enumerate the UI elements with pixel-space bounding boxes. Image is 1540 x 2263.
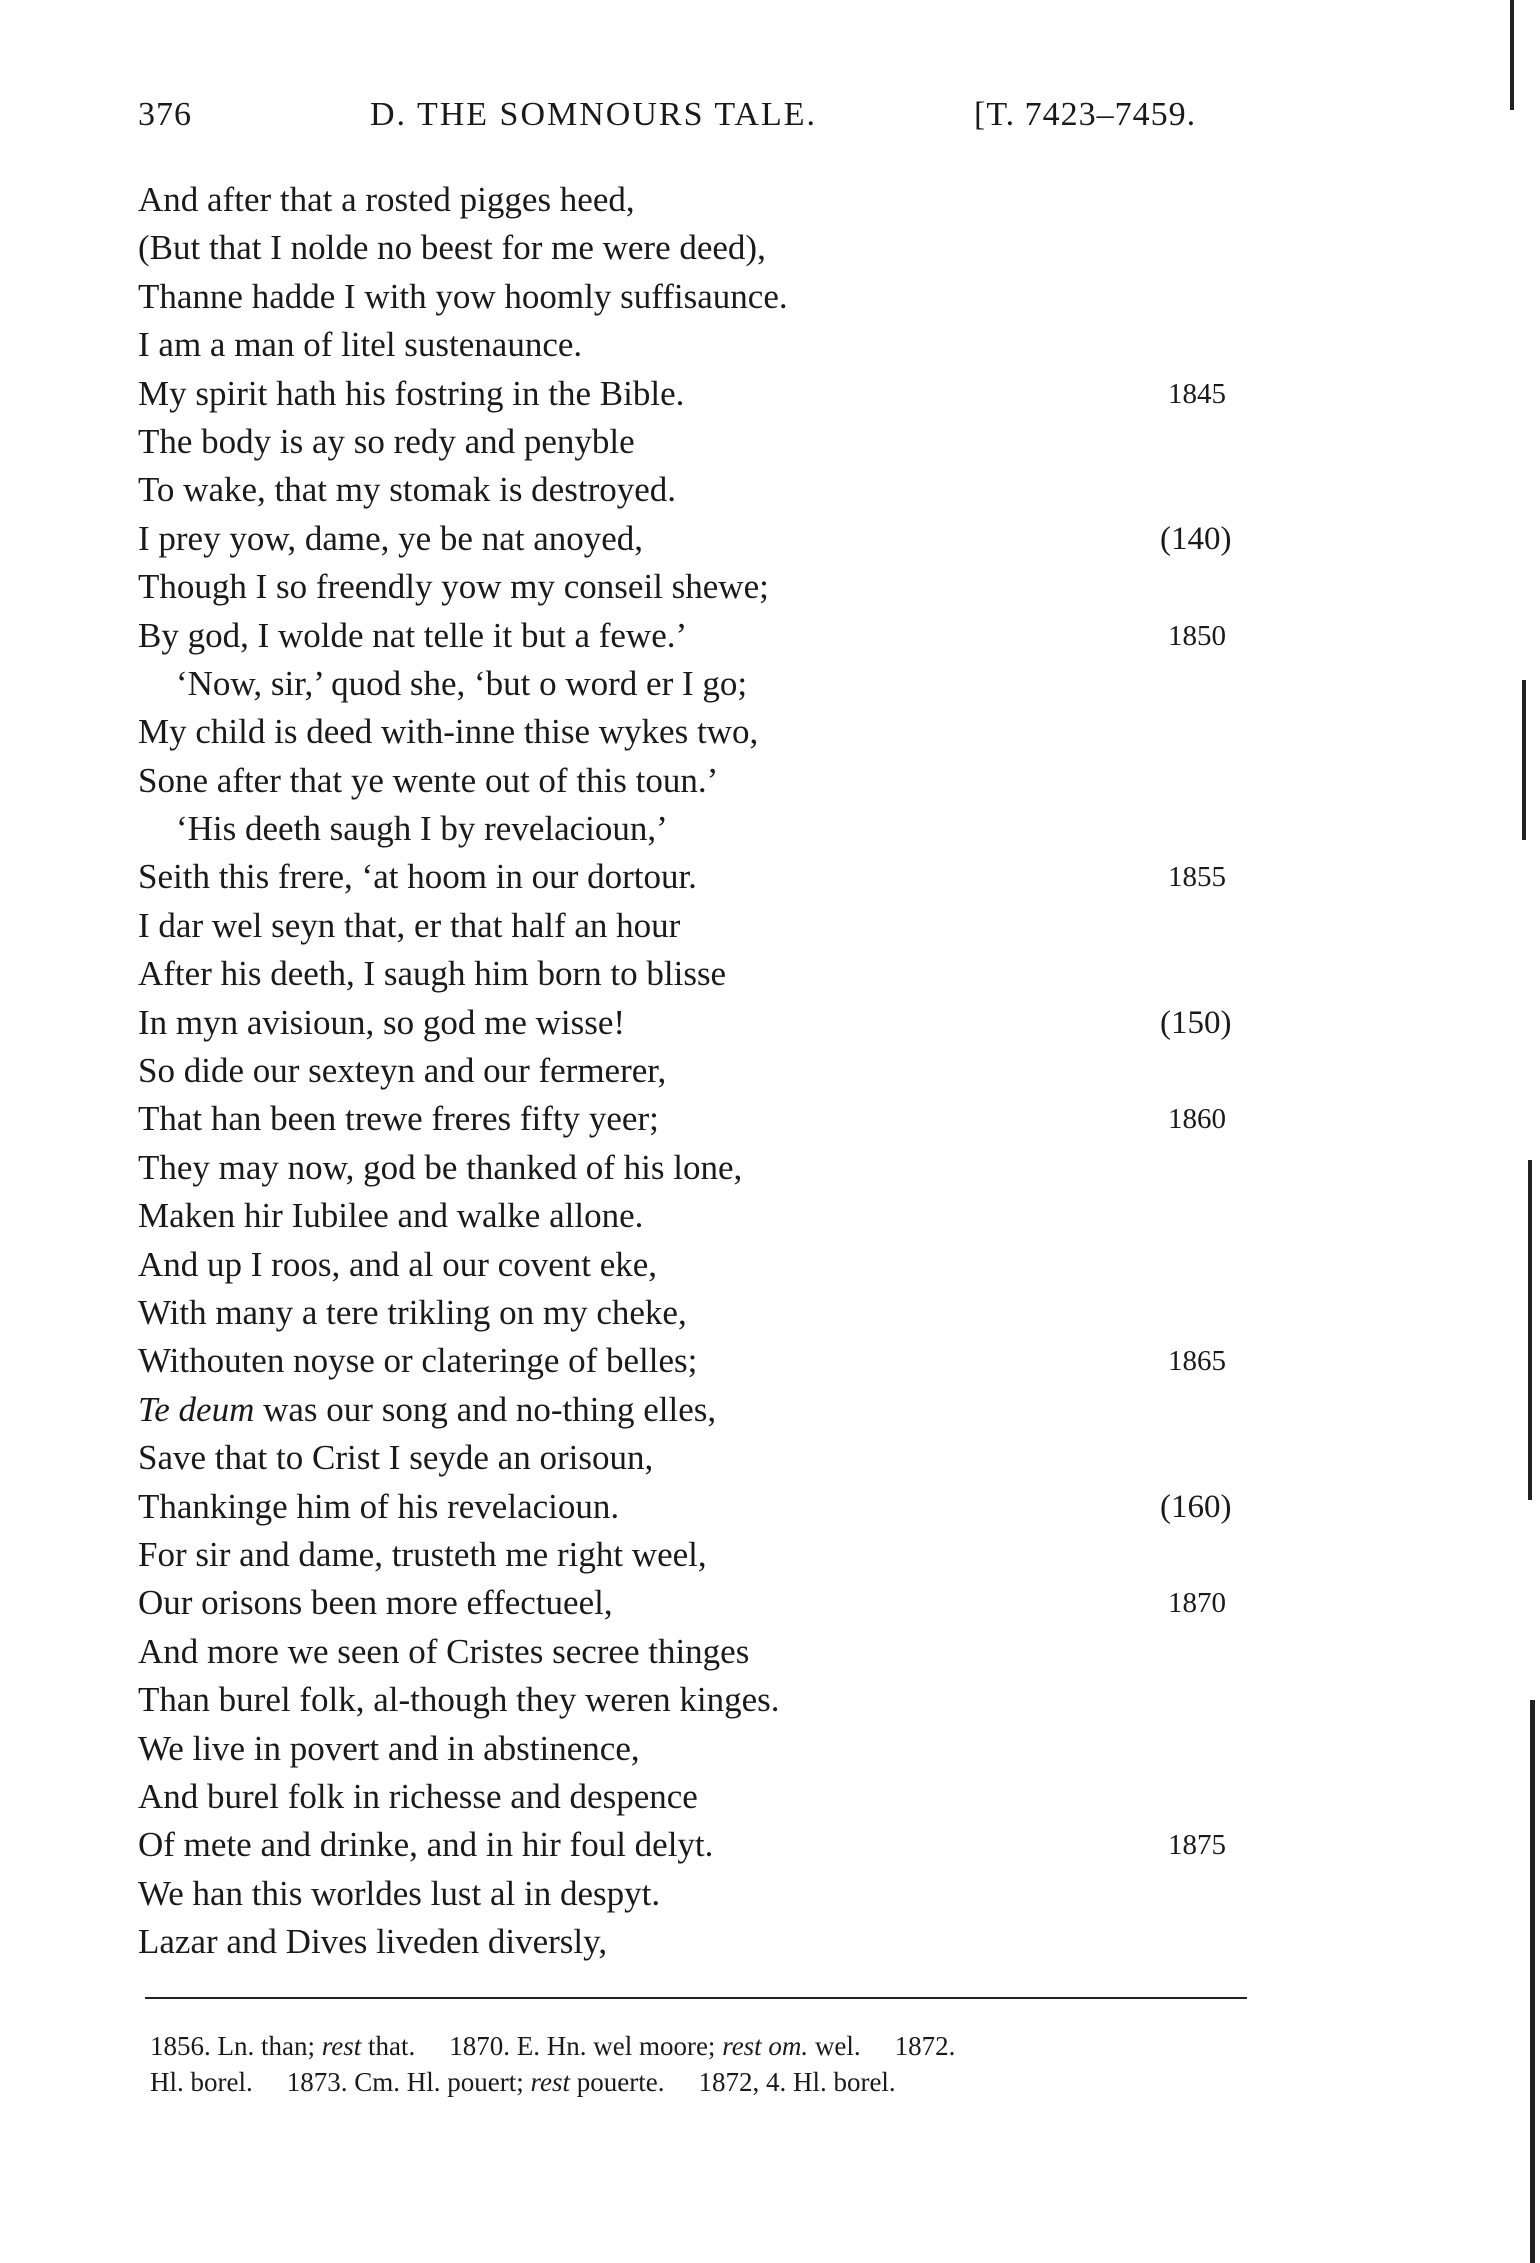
verse-words: Maken hir Iubilee and walke allone. <box>138 1196 644 1236</box>
footnote-text: 1873. Cm. Hl. pouert; <box>286 2067 531 2097</box>
verse-line <box>138 1095 1238 1143</box>
footnote-rule <box>145 1997 1247 1999</box>
footnote-italic: rest <box>530 2067 570 2097</box>
line-number: 1845 <box>1168 377 1226 410</box>
verse-text <box>138 1729 640 1768</box>
verse-text <box>138 857 697 896</box>
line-number: (160) <box>1160 1488 1232 1525</box>
footnote-text: that. <box>361 2031 416 2061</box>
verse-text <box>138 519 643 558</box>
verse-words: I am a man of litel sustenaunce. <box>138 325 583 365</box>
verse-line <box>138 1821 1238 1869</box>
page-header <box>138 96 1238 146</box>
verse-words: I prey yow, dame, ye be nat anoyed, <box>138 518 644 558</box>
verse-words: After his deeth, I saugh him born to blisse <box>138 954 727 994</box>
verse-words: That han been trewe freres fifty yeer; <box>138 1099 659 1139</box>
verse-words: And after that a rosted pigges heed, <box>138 180 635 219</box>
verse-text <box>138 761 718 800</box>
line-number: 1855 <box>1168 861 1226 894</box>
verse-text <box>138 712 758 751</box>
verse-line <box>138 1047 1238 1095</box>
verse-words: By god, I wolde nat telle it but a fewe.’ <box>138 615 688 655</box>
verse-line <box>138 660 1238 708</box>
verse-line <box>138 466 1238 514</box>
verse-line <box>138 805 1238 853</box>
verse-words: Sone after that ye wente out of this toun.’ <box>138 760 719 800</box>
verse-italic: Te deum <box>138 1389 255 1429</box>
verse-line <box>138 1144 1238 1192</box>
verse-line <box>138 370 1238 418</box>
verse-text <box>138 809 668 848</box>
verse-line <box>138 321 1238 369</box>
footnote-italic: rest om. <box>722 2031 809 2061</box>
verse-text <box>138 567 769 606</box>
verse-line <box>138 1192 1238 1240</box>
verse-words: My child is deed with-inne thise wykes two, <box>138 712 759 752</box>
verse-text <box>138 1148 742 1187</box>
verse-words: And more we seen of Cristes secree thinges <box>138 1631 750 1671</box>
page-number: 376 <box>138 96 192 133</box>
verse-words: I dar wel seyn that, er that half an hour <box>138 905 681 945</box>
verse-line <box>138 1676 1238 1724</box>
line-number: 1850 <box>1168 619 1226 652</box>
verse-words: And up I roos, and al our covent eke, <box>138 1244 658 1284</box>
verse-text <box>138 325 582 364</box>
verse-line <box>138 1434 1238 1482</box>
verse-words: For sir and dame, trusteth me right weel, <box>138 1534 707 1574</box>
footnote-entry <box>449 2028 860 2064</box>
footnote-text: Hl. borel. <box>150 2067 253 2097</box>
footnote-line <box>150 2028 1250 2064</box>
verse-text <box>138 228 766 267</box>
line-number: 1860 <box>1168 1103 1226 1136</box>
verse-words: Our orisons been more effectueel, <box>138 1583 613 1623</box>
verse-words: We live in povert and in abstinence, <box>138 1728 640 1768</box>
verse-text <box>138 1874 660 1913</box>
verse-words: In myn avisioun, so god me wisse! <box>138 1002 626 1042</box>
footnote-text: pouerte. <box>569 2067 665 2097</box>
verse-text <box>138 1487 619 1526</box>
verse-words: Seith this frere, ‘at hoom in our dortour. <box>138 857 697 897</box>
line-number: 1870 <box>1168 1587 1226 1620</box>
verse-words: (But that I nolde no beest for me were deed), <box>138 228 766 268</box>
verse-line <box>138 1337 1238 1385</box>
verse-line <box>138 757 1238 805</box>
verse-text <box>138 1825 713 1864</box>
verse-text <box>138 1099 659 1138</box>
verse-words: Withouten noyse or clateringe of belles; <box>138 1341 698 1381</box>
verse-text <box>138 906 680 945</box>
verse-line <box>138 1483 1238 1531</box>
footnote-text: 1872, 4. Hl. borel. <box>698 2067 896 2097</box>
verse-words: And burel folk in richesse and despence <box>138 1776 698 1816</box>
verse-words: My spirit hath his fostring in the Bible. <box>138 373 685 413</box>
verse-line <box>138 224 1238 272</box>
verse-words: Save that to Crist I seyde an orisoun, <box>138 1438 654 1478</box>
line-number: 1865 <box>1168 1345 1226 1378</box>
verse-words: ‘His deeth saugh I by revelacioun,’ <box>176 809 668 849</box>
verse-words: With many a tere trikling on my cheke, <box>138 1292 687 1332</box>
verse-line <box>138 1628 1238 1676</box>
verse-text <box>138 470 676 509</box>
footnote-entry <box>150 2064 253 2100</box>
verse-line <box>138 902 1238 950</box>
verse-text <box>138 616 687 655</box>
line-number: 1875 <box>1168 1829 1226 1862</box>
footnote-entry <box>150 2028 415 2064</box>
verse-text <box>138 1922 607 1961</box>
scan-edge-artifact <box>1480 0 1540 2263</box>
footnotes <box>150 2028 1250 2100</box>
verse-text <box>138 277 788 316</box>
verse-text <box>138 1777 698 1816</box>
verse-text <box>138 1438 653 1477</box>
verse-text <box>138 1390 716 1429</box>
footnote-italic: rest <box>321 2031 362 2061</box>
verse-line <box>138 515 1238 563</box>
footnote-entry <box>895 2028 956 2064</box>
verse-text <box>138 374 684 413</box>
footnote-line <box>150 2064 1250 2100</box>
footnote-text: wel. <box>808 2031 861 2061</box>
verse-words: To wake, that my stomak is destroyed. <box>138 470 677 510</box>
line-number: (150) <box>1160 1004 1232 1041</box>
verse-line <box>138 1579 1238 1627</box>
verse-line <box>138 950 1238 998</box>
verse-words: was our song and no-thing elles, <box>254 1389 717 1429</box>
verse-text <box>138 1680 779 1719</box>
verse-words: We han this worldes lust al in despyt. <box>138 1873 661 1913</box>
verse-line <box>138 999 1238 1047</box>
verse-line <box>138 1289 1238 1337</box>
verse-line <box>138 1386 1238 1434</box>
verse-text <box>138 1003 625 1042</box>
verse-line <box>138 176 1238 224</box>
verse-line <box>138 418 1238 466</box>
verse-text <box>138 1196 643 1235</box>
verse-line <box>138 1870 1238 1918</box>
footnote-entry <box>287 2064 665 2100</box>
verse-text <box>138 1535 707 1574</box>
verse-text <box>138 1051 666 1090</box>
line-reference: [T. 7423–7459. <box>974 96 1197 133</box>
verse-block <box>138 176 1238 1966</box>
verse-words: So dide our sexteyn and our fermerer, <box>138 1051 667 1091</box>
footnote-text: 1870. E. Hn. wel moore; <box>449 2031 723 2061</box>
verse-text <box>138 664 747 703</box>
verse-words: ‘Now, sir,’ quod she, ‘but o word er I go; <box>176 663 748 703</box>
verse-text <box>138 1583 613 1622</box>
running-title: D. THE SOMNOURS TALE. <box>370 96 817 133</box>
verse-line <box>138 1725 1238 1773</box>
verse-text <box>138 1632 749 1671</box>
verse-line <box>138 853 1238 901</box>
verse-text <box>138 180 635 219</box>
verse-line <box>138 563 1238 611</box>
verse-line <box>138 1773 1238 1821</box>
verse-text <box>138 954 726 993</box>
verse-words: Of mete and drinke, and in hir foul delyt. <box>138 1825 714 1865</box>
verse-line <box>138 1531 1238 1579</box>
verse-words: Thankinge him of his revelacioun. <box>138 1486 620 1526</box>
verse-line <box>138 1241 1238 1289</box>
verse-line <box>138 1918 1238 1966</box>
line-number: (140) <box>1160 520 1232 557</box>
verse-words: Thanne hadde I with yow hoomly suffisaunce. <box>138 276 788 316</box>
verse-words: Than burel folk, al-though they weren kinges. <box>138 1680 780 1720</box>
verse-text <box>138 1245 657 1284</box>
verse-words: They may now, god be thanked of his lone, <box>138 1147 743 1187</box>
verse-words: The body is ay so redy and penyble <box>138 421 635 461</box>
footnote-text: 1872. <box>894 2031 956 2061</box>
verse-line <box>138 708 1238 756</box>
verse-words: Though I so freendly yow my conseil shewe; <box>138 567 769 607</box>
verse-text <box>138 1341 697 1380</box>
verse-text <box>138 422 635 461</box>
footnote-entry <box>698 2064 895 2100</box>
verse-line <box>138 612 1238 660</box>
verse-text <box>138 1293 687 1332</box>
verse-line <box>138 273 1238 321</box>
footnote-text: 1856. Ln. than; <box>150 2031 322 2061</box>
verse-words: Lazar and Dives liveden diversly, <box>138 1922 608 1962</box>
